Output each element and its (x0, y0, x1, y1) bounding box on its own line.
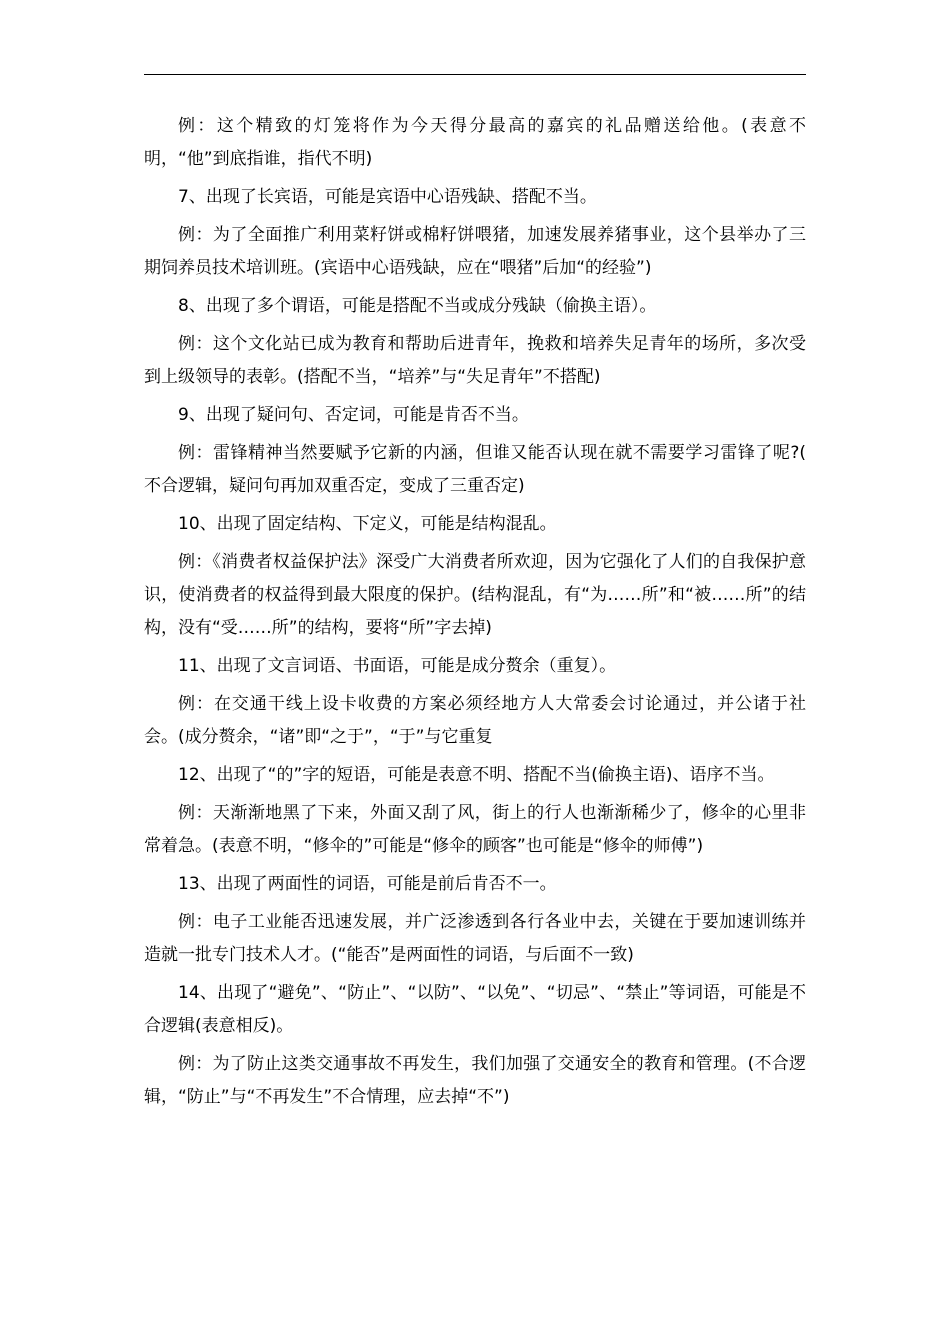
rule-heading: 10、出现了固定结构、下定义，可能是结构混乱。 (178, 514, 557, 534)
example-paragraph: 例：为了全面推广利用菜籽饼或棉籽饼喂猪，加速发展养猪事业，这个县举办了三期饲养员技术培训班。(宾语中心语残缺，应在“喂猪”后加“的经验”) (144, 225, 806, 278)
rule-heading: 13、出现了两面性的词语，可能是前后肯否不一。 (178, 874, 557, 894)
example-paragraph: 例：在交通干线上设卡收费的方案必须经地方人大常委会讨论通过，并公诸于社会。(成分赘余，“诸”即“之于”，“于”与它重复 (144, 694, 806, 747)
rule-heading: 9、出现了疑问句、否定词，可能是肯否不当。 (178, 405, 529, 425)
example-paragraph: 例：这个精致的灯笼将作为今天得分最高的嘉宾的礼品赠送给他。(表意不明，“他”到底指谁，指代不明) (144, 116, 806, 169)
body-text (144, 110, 806, 1119)
rule-heading: 7、出现了长宾语，可能是宾语中心语残缺、搭配不当。 (178, 187, 597, 207)
example-paragraph: 例：天渐渐地黑了下来，外面又刮了风，街上的行人也渐渐稀少了，修伞的心里非常着急。(表意不明，“修伞的”可能是“修伞的顾客”也可能是“修伞的师傅”) (144, 803, 806, 856)
example-paragraph: 例：这个文化站已成为教育和帮助后进青年，挽救和培养失足青年的场所，多次受到上级领导的表彰。(搭配不当，“培养”与“失足青年”不搭配) (144, 334, 806, 387)
rule-heading: 8、出现了多个谓语，可能是搭配不当或成分残缺（偷换主语）。 (178, 296, 657, 316)
rule-heading: 12、出现了“的”字的短语，可能是表意不明、搭配不当(偷换主语)、语序不当。 (178, 765, 775, 785)
rule-heading: 14、出现了“避免”、“防止”、“以防”、“以免”、“切忌”、“禁止”等词语，可能是不合逻辑(表意相反)。 (144, 983, 806, 1036)
header-rule (144, 74, 806, 75)
rule-heading: 11、出现了文言词语、书面语，可能是成分赘余（重复）。 (178, 656, 617, 676)
example-paragraph: 例：为了防止这类交通事故不再发生，我们加强了交通安全的教育和管理。(不合逻辑，“防止”与“不再发生”不合情理，应去掉“不”) (144, 1054, 806, 1107)
example-paragraph: 例：雷锋精神当然要赋予它新的内涵，但谁又能否认现在就不需要学习雷锋了呢?( 不合逻辑，疑问句再加双重否定，变成了三重否定) (144, 443, 806, 496)
example-paragraph: 例：《消费者权益保护法》深受广大消费者所欢迎，因为它强化了人们的自我保护意识，使消费者的权益得到最大限度的保护。(结构混乱，有“为……所”和“被……所”的结构，没有“受……所”的结构，要将“所”字去掉) (144, 552, 807, 638)
example-paragraph: 例：电子工业能否迅速发展，并广泛渗透到各行各业中去，关键在于要加速训练并造就一批专门技术人才。(“能否”是两面性的词语，与后面不一致) (144, 912, 806, 965)
